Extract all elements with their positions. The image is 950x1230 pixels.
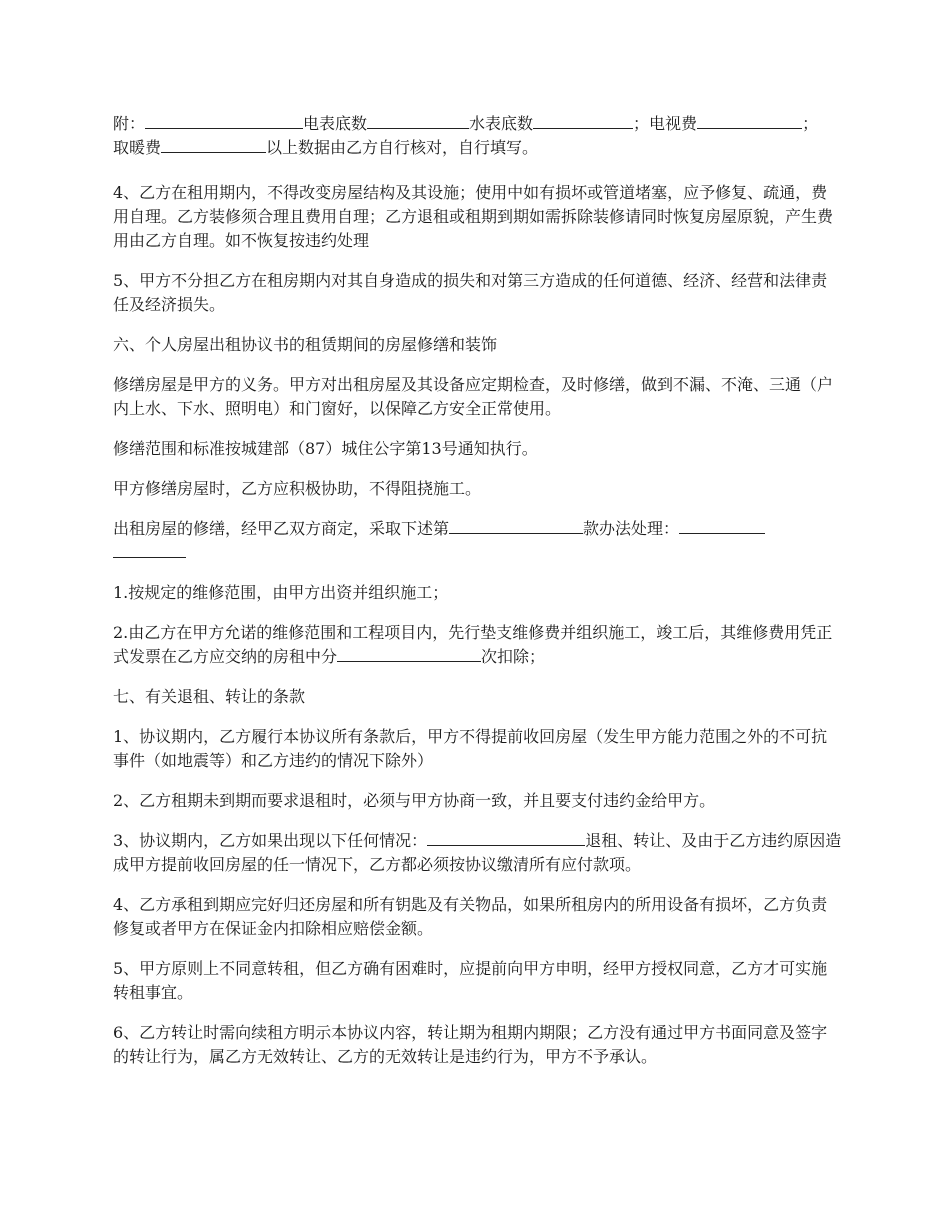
self-check-note: 以上数据由乙方自行核对，自行填写。: [266, 138, 539, 157]
tv-fee-blank[interactable]: [697, 112, 802, 129]
water-meter-blank[interactable]: [533, 112, 633, 129]
repair-cooperation-paragraph: 甲方修缮房屋时，乙方应积极协助，不得阻挠施工。: [113, 479, 482, 498]
electric-meter-label: 电表底数: [303, 114, 368, 133]
repair-option-2: [113, 621, 843, 669]
section-6-heading: 六、个人房屋出租协议书的租赁期间的房屋修缮和装饰: [113, 335, 498, 354]
clause-4-structure: 4、乙方在租用期内，不得改变房屋结构及其设施；使用中如有损坏或管道堵塞，应予修复、疏通，费用自理。乙方装修须合理且费用自理；乙方退租或租期到期如需拆除装修请同时恢复房屋原貌，产生费用由乙方自理。如不恢复按违约处理: [113, 183, 834, 250]
document-page: [113, 112, 843, 1085]
repair-method-blank[interactable]: [679, 517, 765, 534]
clause-7-3-suffix: 退租、转让、及由于乙方违约原因造成甲方提前收回房屋的任一情况下，乙方都必须按协议缴清所有应付款项。: [113, 831, 842, 874]
clause-7-5: 5、甲方原则上不同意转租，但乙方确有困难时，应提前向甲方申明，经甲方授权同意，乙方才可实施转租事宜。: [113, 959, 828, 1002]
clause-7-3-blank[interactable]: [427, 829, 585, 846]
repair-method-text: 出租房屋的修缮，经甲乙双方商定，采取下述第: [113, 519, 450, 538]
attachment-prefix: 附：: [113, 114, 146, 133]
separator: ；: [802, 114, 819, 133]
repair-method-suffix: 款办法处理：: [583, 519, 680, 538]
blank-field[interactable]: [145, 112, 303, 129]
repair-method-number-blank[interactable]: [449, 517, 583, 534]
clause-7-3: [113, 829, 843, 877]
clause-7-4: 4、乙方承租到期应完好归还房屋和所有钥匙及有关物品，如果所租房内的所用设备有损坏，乙方负责修复或者甲方在保证金内扣除相应赔偿金额。: [113, 895, 828, 938]
repair-method-blank-continued[interactable]: [113, 541, 186, 558]
repair-option-2-suffix: 次扣除；: [481, 647, 546, 666]
section-7-heading: 七、有关退租、转让的条款: [113, 687, 306, 706]
repair-duty-paragraph: 修缮房屋是甲方的义务。甲方对出租房屋及其设备应定期检查，及时修缮，做到不漏、不淹、三通（户内上水、下水、照明电）和门窗好，以保障乙方安全正常使用。: [113, 375, 834, 418]
clause-7-1: 1、协议期内，乙方履行本协议所有条款后，甲方不得提前收回房屋（发生甲方能力范围之外的不可抗事件（如地震等）和乙方违约的情况下除外）: [113, 727, 828, 770]
installment-count-blank[interactable]: [337, 645, 481, 662]
water-meter-label: 水表底数: [469, 114, 534, 133]
repair-standard-paragraph: 修缮范围和标准按城建部（87）城住公字第13号通知执行。: [113, 439, 538, 458]
tv-fee-label: ；电视费: [633, 114, 698, 133]
clause-7-6: 6、乙方转让时需向续租方明示本协议内容，转让期为租期内期限；乙方没有通过甲方书面同意及签字的转让行为，属乙方无效转让、乙方的无效转让是违约行为，甲方不予承认。: [113, 1023, 828, 1066]
heating-fee-blank[interactable]: [161, 136, 266, 153]
meter-readings-paragraph: [113, 112, 843, 160]
clause-7-3-text: 3、协议期内，乙方如果出现以下任何情况：: [113, 831, 428, 850]
repair-option-2-text: 2.由乙方在甲方允诺的维修范围和工程项目内，先行垫支维修费并组织施工，竣工后，其维修费用凭正式发票在乙方应交纳的房租中分: [113, 623, 833, 666]
repair-option-1: 1.按规定的维修范围，由甲方出资并组织施工；: [113, 583, 449, 602]
heating-fee-label: 取暖费: [113, 138, 162, 157]
clause-5-liability: 5、甲方不分担乙方在租房期内对其自身造成的损失和对第三方造成的任何道德、经济、经营和法律责任及经济损失。: [113, 271, 828, 314]
electric-meter-blank[interactable]: [367, 112, 469, 129]
clause-7-2: 2、乙方租期未到期而要求退租时，必须与甲方协商一致，并且要支付违约金给甲方。: [113, 791, 716, 810]
repair-method-paragraph: [113, 517, 843, 565]
